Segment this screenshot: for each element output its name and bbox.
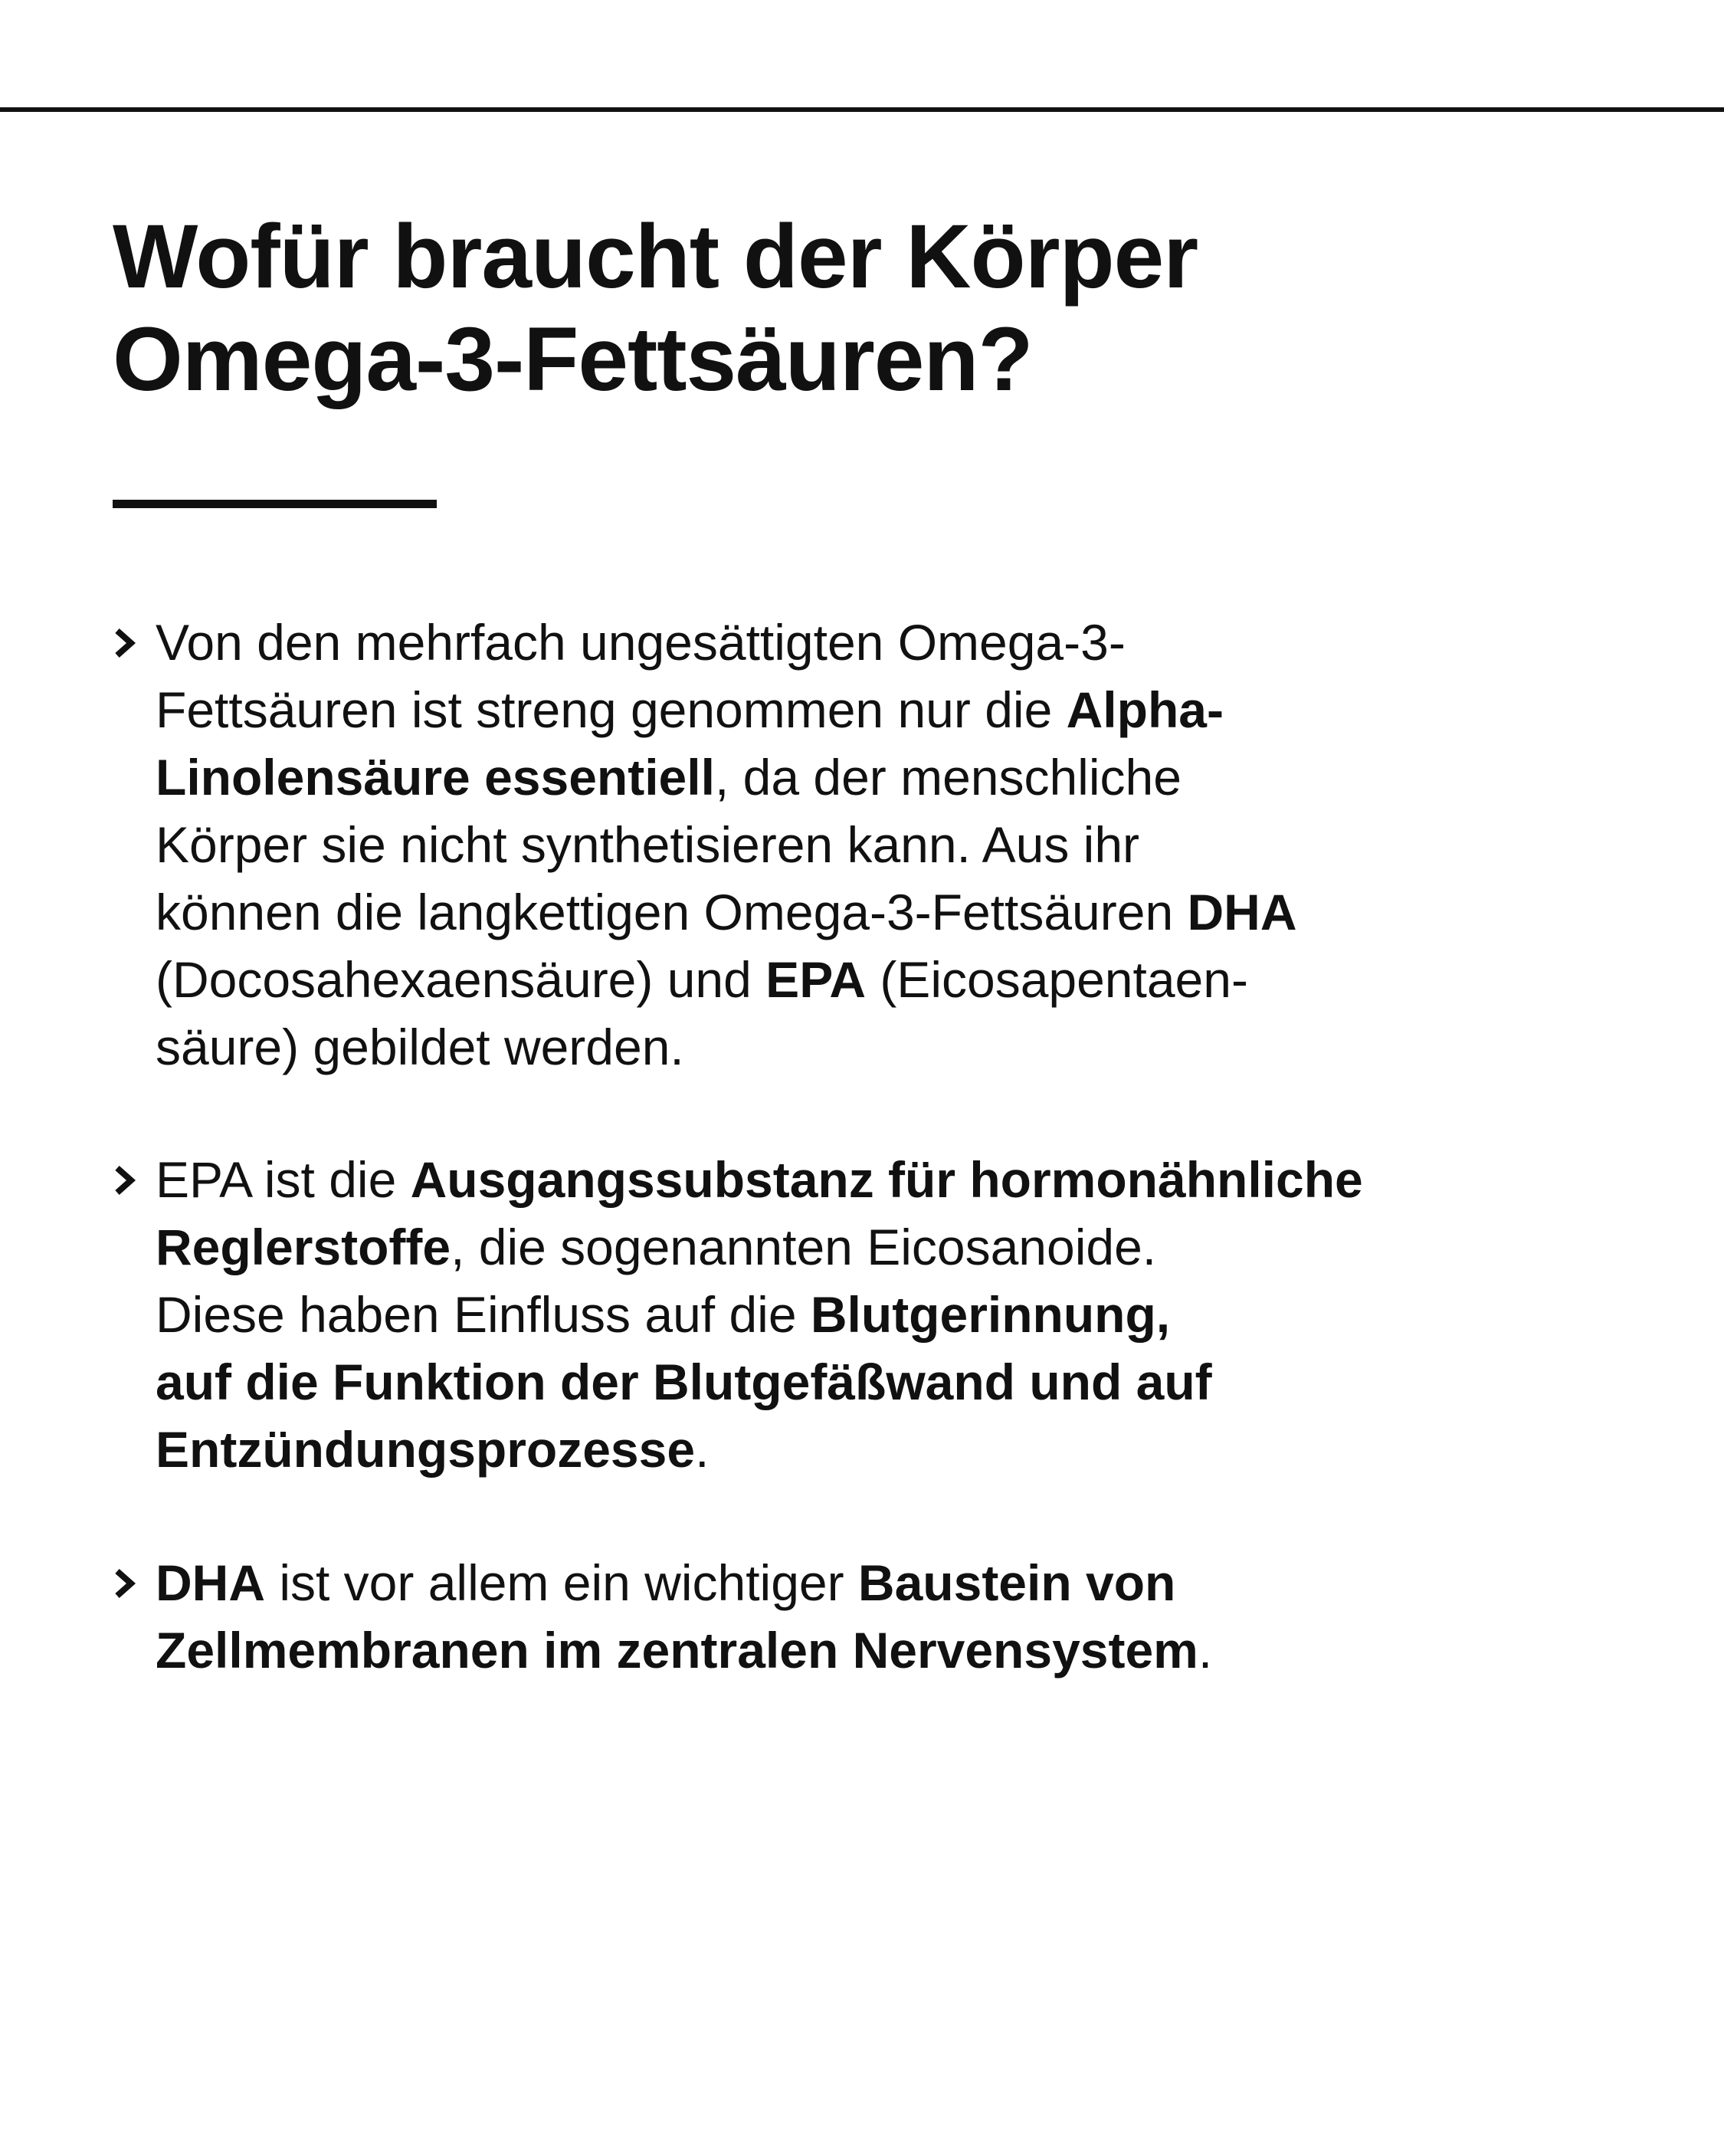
bullet-item-dha [113,1549,1568,1684]
text-run: säure) gebildet werden. [156,1019,684,1075]
text-run: Diese haben Einfluss auf die [156,1286,811,1343]
text-run: Fettsäuren ist streng genommen nur die [156,681,1067,738]
bullet-line [156,946,1568,1013]
text-run: Körper sie nicht synthetisieren kann. Aus ihr [156,816,1140,873]
text-run: . [695,1421,710,1478]
chevron-right-icon [113,1549,151,1616]
page-title [113,205,1492,411]
text-run: Von den mehrfach ungesättigten Omega-3- [156,614,1126,671]
text-run: (Docosahexaensäure) und [156,951,766,1008]
bullet-text [113,609,1568,1081]
bullet-text [113,1549,1568,1684]
bullet-item-alpha-linolensaeure [113,609,1568,1081]
chevron-right-icon [113,609,151,676]
title-line-2: Omega-3-Fettsäuren? [113,309,1033,410]
bullet-line [156,1348,1568,1416]
bold-text: Baustein von [857,1554,1176,1611]
text-run: (Eicosapentaen- [865,951,1248,1008]
bold-text: Blutgerinnung, [810,1286,1171,1343]
bullet-line [156,1281,1568,1348]
chevron-right-icon [113,1146,151,1213]
bold-text: DHA [156,1554,265,1611]
bullet-line [156,811,1568,878]
text-run: ist vor allem ein wichtiger [265,1554,858,1611]
title-line-1: Wofür braucht der Körper [113,206,1198,307]
bullet-line [156,1616,1568,1684]
title-underline [113,500,437,508]
text-run: EPA ist die [156,1151,411,1208]
bullet-line [156,1213,1568,1281]
bullet-line [156,609,1568,676]
bullet-line [156,1549,1568,1616]
bullet-text [113,1146,1568,1483]
bullet-line [156,1013,1568,1081]
bold-text: Entzündungsprozesse [156,1421,696,1478]
bullet-line [156,878,1568,946]
text-run: . [1198,1622,1213,1679]
bold-text: Ausgangssubstanz für hormonähnliche [410,1151,1363,1208]
bold-text: DHA [1187,884,1297,940]
bold-text: auf die Funktion der Blutgefäßwand und auf [156,1354,1212,1410]
bold-text: Reglerstoffe [156,1219,451,1275]
bold-text: Zellmembranen im zentralen Nervensystem [156,1622,1198,1679]
bullet-line [156,676,1568,743]
text-run: , da der menschliche [714,749,1182,806]
text-run: können die langkettigen Omega-3-Fettsäuren [156,884,1188,940]
bold-text: Alpha- [1066,681,1224,738]
bold-text: EPA [765,951,866,1008]
bullet-line [156,1416,1568,1483]
bullet-line [156,1146,1568,1213]
bullet-item-epa [113,1146,1568,1483]
bullet-line [156,743,1568,811]
text-run: , die sogenannten Eicosanoide. [451,1219,1157,1275]
top-divider [0,107,1724,112]
bold-text: Linolensäure essentiell [156,749,715,806]
